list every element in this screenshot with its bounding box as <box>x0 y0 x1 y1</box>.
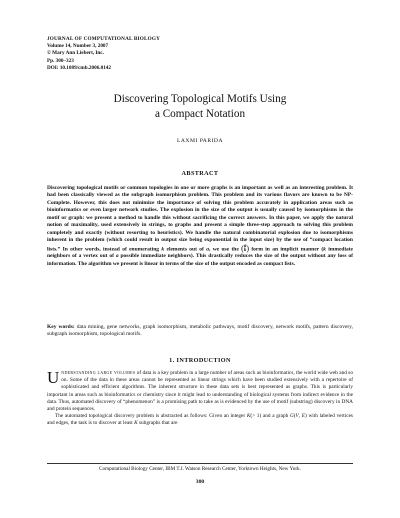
abstract-heading: ABSTRACT <box>181 170 219 177</box>
page-number: 300 <box>195 479 205 485</box>
introduction-heading: 1. INTRODUCTION <box>169 357 231 364</box>
abstract-var-k-2: k <box>323 245 326 252</box>
intro-p2-part-a: The automated topological discovery problem is abstracted as follows: Given an integer <box>55 413 247 420</box>
intro-var-E: E <box>301 413 306 420</box>
abstract-part-4: form in an implicit manner ( <box>248 245 324 252</box>
keywords-label: Key words: <box>47 324 75 330</box>
intro-p2-part-b: (> 1) and a graph <box>250 413 290 420</box>
intro-var-G: G <box>289 413 294 420</box>
intro-smallcaps: nderstanding large volumes <box>61 370 136 376</box>
journal-header <box>47 36 247 72</box>
binomial-notation: (a k) <box>241 243 249 253</box>
abstract-var-a: a <box>206 245 209 252</box>
intro-var-V: V <box>295 413 299 420</box>
abstract-var-a-2: a <box>115 253 119 260</box>
journal-volume: Volume 14, Number 3, 2007 <box>47 43 109 50</box>
keywords <box>47 324 353 339</box>
binomial-top: a <box>243 243 247 249</box>
intro-p2-part-d: , <box>298 413 302 420</box>
journal-pages: Pp. 300–323 <box>47 57 74 64</box>
abstract-part-1: Discovering topological motifs or common topologies in one or more graphs is an important as well as an interesting problem. It had been classically viewed as the subgraph isomorphism problem. This problem and its various flavors are known to be NP-Complete. However, this does not minimize the importance of solving this problem accurately in application areas such as bioinformatics or even larger network studies. The explosion in the size of the output is usually caused by isomorphisms in the motif or graph: we present a method to handle this without sacrificing the correct answers. In this paper, we apply the natural notion of maximality, used extensively in strings, to graphs and present a simple three-step approach to solving this problem completely and exactly (without resorting to heuristics). We handle the natural combinatorial explosion due to isomorphisms inherent in the problem (which could result in output size being exponential in the input size) by the use of “compact location lists.” In other words, instead of enumerating <box>47 185 353 252</box>
intro-p2-part-c: ( <box>293 413 296 420</box>
paper-title-line-2: a Compact Notation <box>154 107 246 120</box>
abstract-part-6: possible immediate neighbors). This drastically reduces the size of the output without any loss of information. The algorithm we present is linear in terms of the size of the output encoded as compact lists. <box>47 253 354 267</box>
intro-p2-part-e: ) with labeled vertices and edges, the task is to discover at least <box>47 413 353 427</box>
author-name: LAXMI PARIDA <box>176 138 224 144</box>
intro-p2-part-f: subgraphs that are <box>137 420 178 427</box>
keywords-text: data mining, gene networks, graph isomorphism, metabolic pathways, motif discovery, network motifs, pattern discovery, subgraph isomorphism, topological motifs. <box>47 324 354 338</box>
journal-name: JOURNAL OF COMPUTATIONAL BIOLOGY <box>47 36 161 42</box>
affiliation-footnote: Computational Biology Center, IBM T.J. Watson Research Center, Yorktown Heights, New York. <box>99 466 301 472</box>
intro-var-K: K <box>246 413 251 420</box>
introduction-body <box>47 370 353 428</box>
abstract-var-k: k <box>161 245 165 252</box>
journal-doi: DOI: 10.1089/cmb.2006.0142 <box>47 64 111 71</box>
abstract-part-3: , we use the <box>208 245 242 252</box>
intro-paragraph-1-text: of data is a key problem in a large number of areas such as bioinformatics, the world wide web and so on. Some of the data in these areas cannot be represented as linear strings which have been studied extensively with a repertoire of sophisticated and efficient algorithms. The inherent structure in these data sets is best represented as graphs. This is particularly important in areas such as bioinformatics or chemistry since it might lead to understanding of biological systems from indirect evidence in the data. Thus, automated discovery of “phenomenon” is a promising path to take as is evidenced by the use of motif (substring) discovery in DNA and protein sequences. <box>47 370 353 413</box>
abstract-part-2: elements out of <box>164 245 207 252</box>
binomial-bottom: k <box>243 247 247 253</box>
journal-copyright: © Mary Ann Liebert, Inc. <box>47 50 104 57</box>
introduction-paragraph-2 <box>47 413 353 427</box>
paper-title <box>40 92 360 121</box>
abstract-text <box>47 185 353 268</box>
intro-var-K-2: K <box>134 420 138 427</box>
paper-title-line-1: Discovering Topological Motifs Using <box>113 93 287 105</box>
footnote-divider <box>47 463 353 464</box>
introduction-paragraph-1 <box>47 370 353 413</box>
drop-cap: U <box>47 368 60 387</box>
abstract-part-5: immediate neighbors of a vertex out of <box>47 245 353 260</box>
